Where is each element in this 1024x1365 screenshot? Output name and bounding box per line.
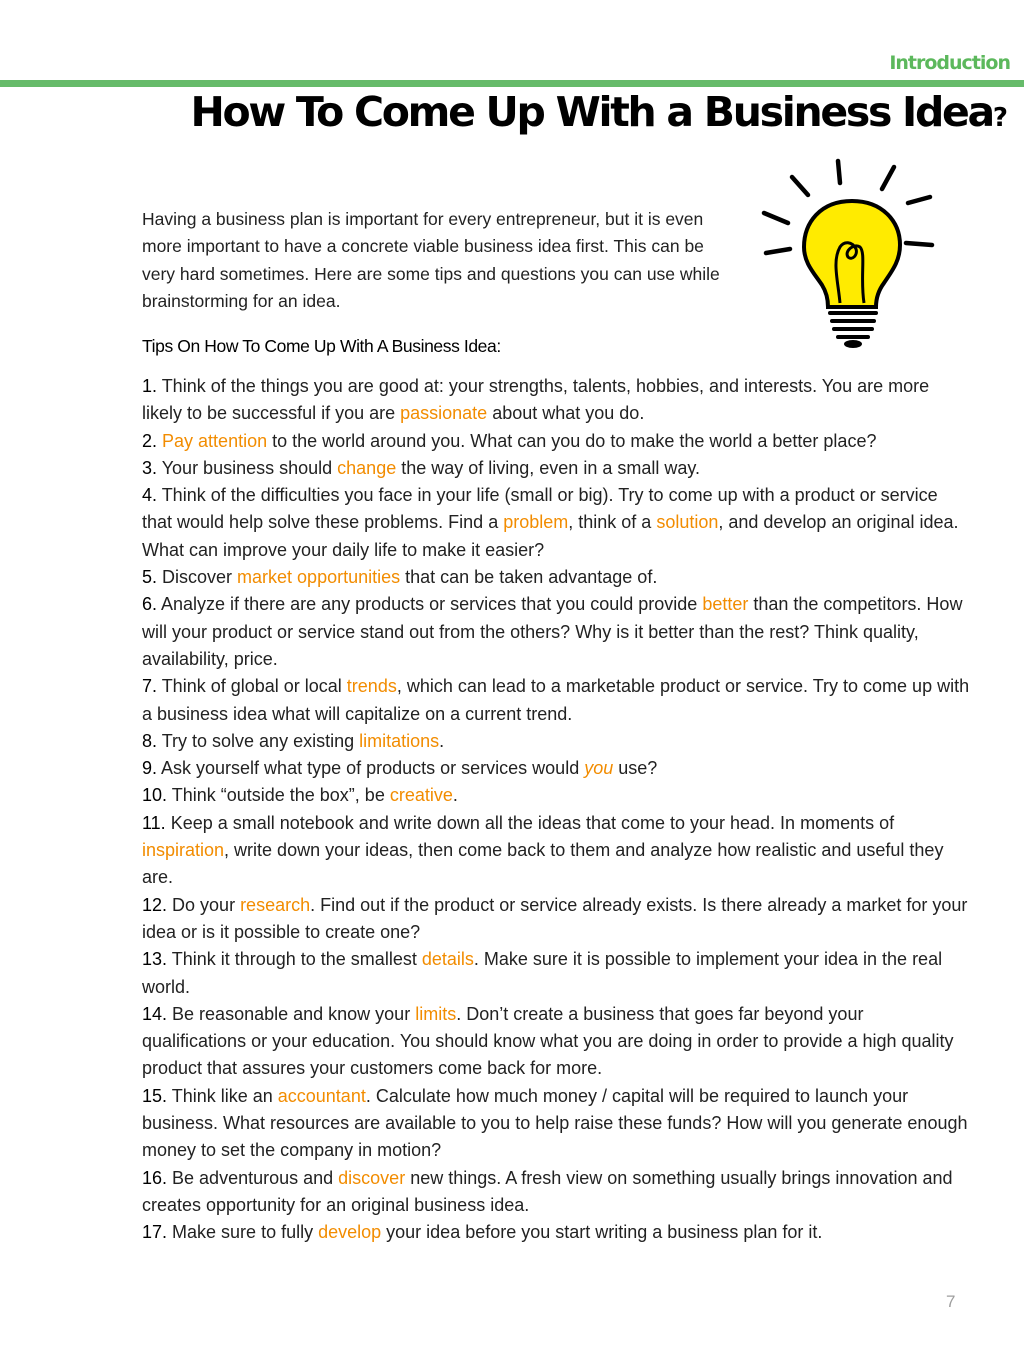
tip-keyword: problem — [503, 512, 569, 533]
tip-text: the way of living, even in a small way. — [396, 457, 701, 478]
tip-keyword: research — [240, 894, 311, 915]
tip-item — [142, 728, 972, 755]
tip-text: Be reasonable and know your — [167, 1003, 416, 1024]
tip-item — [142, 564, 972, 591]
tip-keyword: limitations — [359, 730, 440, 751]
tip-item — [142, 373, 972, 428]
tip-text: Think of the difficulties you face in your life (small or big). Try to come up with a product or service that would help solve these problems. Find a — [142, 485, 938, 533]
tip-keyword: market opportunities — [237, 567, 401, 588]
tip-text: , which can lead to a marketable product or service. Try to come up with a business idea what will capitalize on a current trend. — [142, 676, 970, 724]
tip-number: 5. — [142, 567, 158, 588]
bulb-tip — [844, 340, 862, 348]
tip-text: . Make sure it is possible to implement your idea in the real world. — [142, 949, 943, 997]
tip-keyword: develop — [318, 1222, 382, 1243]
tip-item — [142, 428, 972, 455]
tip-text: Think of the things you are good at: your strengths, talents, hobbies, and interests. You are more likely to be successful if you are — [142, 376, 930, 424]
tip-number: 6. — [142, 594, 158, 615]
tip-item — [142, 1001, 972, 1083]
page-number: 7 — [946, 1292, 956, 1311]
tip-number: 13. — [142, 949, 168, 970]
tip-keyword: passionate — [400, 403, 488, 424]
bulb-glass — [804, 201, 900, 307]
tip-item — [142, 892, 972, 947]
tip-text: Be adventurous and — [167, 1167, 339, 1188]
page-title-mark: ? — [992, 103, 1008, 133]
tip-number: 14. — [142, 1003, 168, 1024]
tip-keyword: creative — [389, 785, 453, 806]
tip-keyword: inspiration — [142, 840, 225, 861]
tip-item — [142, 755, 972, 782]
intro-paragraph: Having a business plan is important for every entrepreneur, but it is even more important to have a concrete viable business idea first. This can be very hard sometimes. Here are some tips and questions you can use while brainstorming for an idea. — [142, 209, 720, 311]
tip-keyword: trends — [346, 676, 397, 697]
tip-item — [142, 673, 972, 728]
tip-item — [142, 455, 972, 482]
light-bulb-icon — [760, 157, 936, 349]
tip-text: Think it through to the smallest — [167, 949, 422, 970]
tips-list — [142, 373, 972, 1247]
tip-keyword: accountant — [277, 1085, 366, 1106]
tip-text: , and develop an original idea. What can improve your daily life to make it easier? — [142, 512, 959, 560]
tip-text: . — [439, 730, 445, 751]
tip-number: 12. — [142, 894, 168, 915]
tip-number: 15. — [142, 1085, 168, 1106]
tip-text: . Find out if the product or service already exists. Is there already a market for your idea or is it possible to create one? — [142, 894, 968, 942]
tip-text: your idea before you start writing a business plan for it. — [381, 1222, 823, 1243]
tip-number: 17. — [142, 1222, 168, 1243]
tip-item — [142, 482, 972, 564]
tip-item — [142, 946, 972, 1001]
tip-text: Ask yourself what type of products or services would — [157, 758, 585, 779]
tip-number: 9. — [142, 758, 158, 779]
tip-keyword: better — [702, 594, 749, 615]
tip-text: than the competitors. How will your product or service stand out from the others? Why is it better than the rest? Think quality, availability, price. — [142, 594, 963, 669]
tip-text: to the world around you. What can you do to make the world a better place? — [267, 430, 877, 451]
tip-keyword: you — [584, 758, 614, 779]
tip-number: 2. — [142, 430, 158, 451]
tip-text: . Calculate how much money / capital will be required to launch your business. What resources are available to you to help raise these funds? How will you generate enough money to set the company in motion? — [142, 1085, 968, 1161]
tip-text: that can be taken advantage of. — [400, 567, 658, 588]
tip-item — [142, 1165, 972, 1220]
tip-number: 4. — [142, 485, 158, 506]
tip-text: Think “outside the box”, be — [167, 785, 390, 806]
tip-text: about what you do. — [487, 403, 645, 424]
tip-text: Think of global or local — [157, 676, 347, 697]
tip-text: Try to solve any existing — [157, 730, 360, 751]
header-divider — [0, 80, 1024, 87]
tip-text: , write down your ideas, then come back to them and analyze how realistic and useful they are. — [142, 840, 944, 888]
tip-keyword: Pay attention — [162, 430, 268, 451]
tip-text: new things. A fresh view on something usually brings innovation and creates opportunity for an original business idea. — [142, 1167, 953, 1215]
tip-text: Keep a small notebook and write down all the ideas that come to your head. In moments of — [165, 812, 895, 833]
tip-item — [142, 1083, 972, 1165]
tip-text: Your business should — [157, 457, 338, 478]
tip-text: Discover — [157, 567, 238, 588]
tip-text: Do your — [167, 894, 241, 915]
tip-keyword: discover — [338, 1167, 406, 1188]
page-title-text: How To Come Up With a Business Idea — [190, 88, 993, 136]
tip-item — [142, 1219, 972, 1246]
tip-item — [142, 810, 972, 892]
tip-text: use? — [613, 758, 658, 779]
tip-keyword: limits — [415, 1003, 457, 1024]
tip-text: . Don’t create a business that goes far beyond your qualifications or your education. You should know what you are doing in order to provide a high quality product that assures your customers come back for more. — [142, 1003, 954, 1079]
tip-item — [142, 782, 972, 809]
tips-heading: Tips On How To Come Up With A Business Idea: — [142, 336, 501, 356]
tip-number: 7. — [142, 676, 158, 697]
tip-number: 3. — [142, 457, 158, 478]
page-title — [191, 88, 1009, 136]
tip-text: Analyze if there are any products or services that you could provide — [157, 594, 703, 615]
tip-text: Think like an — [167, 1085, 278, 1106]
tip-number: 1. — [142, 376, 158, 396]
tip-number: 16. — [142, 1167, 168, 1188]
tip-number: 8. — [142, 730, 158, 751]
section-label: Introduction — [889, 52, 1010, 74]
tip-keyword: change — [337, 457, 397, 478]
tip-keyword: details — [421, 949, 474, 970]
tip-text: . — [452, 785, 458, 806]
tip-item — [142, 591, 972, 673]
tip-number: 10. — [142, 785, 168, 806]
tip-number: 11. — [142, 812, 166, 833]
tip-keyword: solution — [656, 512, 719, 533]
bulb-base — [830, 313, 876, 337]
tip-text: Make sure to fully — [167, 1222, 319, 1243]
tip-text: , think of a — [568, 512, 657, 533]
